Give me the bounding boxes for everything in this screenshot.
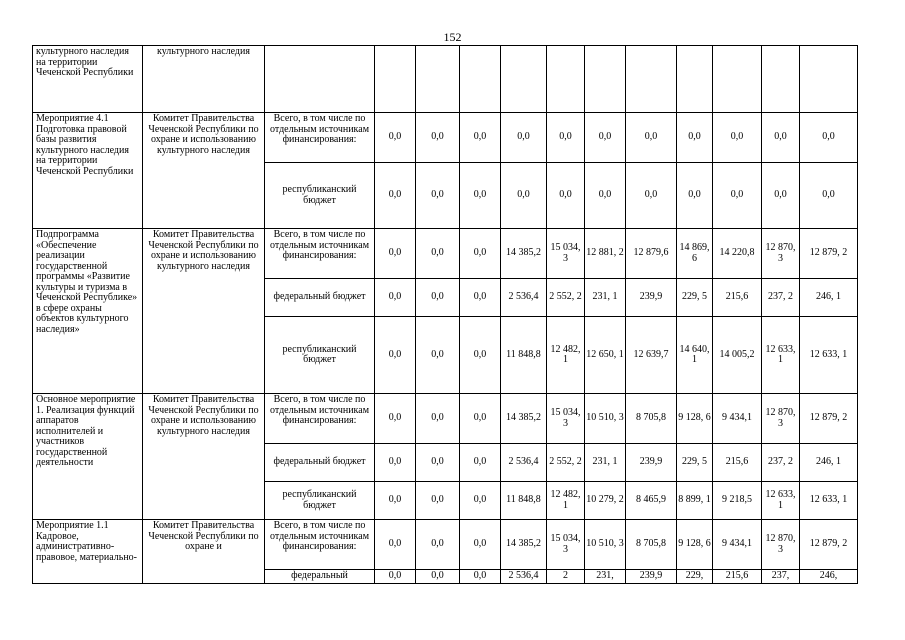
- value-cell: 12 881, 2: [585, 229, 626, 279]
- value-cell: 0,0: [713, 113, 762, 163]
- value-cell: 9 218,5: [713, 482, 762, 520]
- value-cell: 2 552, 2: [547, 279, 585, 317]
- value-cell: 0,0: [375, 163, 416, 229]
- value-cell: 14 869, 6: [677, 229, 713, 279]
- funding-source-cell: федеральный бюджет: [265, 444, 375, 482]
- value-cell: 2 536,4: [501, 444, 547, 482]
- funding-source-cell: Всего, в том числе по отдельным источникам финансирования:: [265, 394, 375, 444]
- value-cell: 0,0: [460, 394, 501, 444]
- value-cell: [626, 46, 677, 113]
- value-cell: [800, 46, 858, 113]
- value-cell: 0,0: [416, 394, 460, 444]
- funding-source-cell: федеральный бюджет: [265, 279, 375, 317]
- executor-cell: Комитет Правительства Чеченской Республики по охране и: [143, 520, 265, 584]
- value-cell: 0,0: [585, 163, 626, 229]
- activity-name-cell: Основное мероприятие 1. Реализация функций аппаратов исполнителей и участников государственной деятельности: [33, 394, 143, 520]
- executor-cell: Комитет Правительства Чеченской Республики по охране и использованию культурного наследия: [143, 113, 265, 229]
- funding-source-cell: Всего, в том числе по отдельным источникам финансирования:: [265, 229, 375, 279]
- value-cell: 12 482, 1: [547, 317, 585, 394]
- value-cell: 0,0: [416, 113, 460, 163]
- table-row: [33, 520, 858, 570]
- value-cell: 0,0: [762, 113, 800, 163]
- value-cell: 14 640, 1: [677, 317, 713, 394]
- value-cell: 10 279, 2: [585, 482, 626, 520]
- value-cell: 215,6: [713, 570, 762, 584]
- value-cell: 246, 1: [800, 279, 858, 317]
- value-cell: 231, 1: [585, 444, 626, 482]
- value-cell: 0,0: [460, 444, 501, 482]
- value-cell: 12 879, 2: [800, 229, 858, 279]
- activity-name-cell: Подпрограмма «Обеспечение реализации государственной программы «Развитие культуры и туризма в Чеченской Республике» в сфере охраны объектов культурного наследия»: [33, 229, 143, 394]
- value-cell: 10 510, 3: [585, 394, 626, 444]
- value-cell: [762, 46, 800, 113]
- value-cell: 229,: [677, 570, 713, 584]
- value-cell: 0,0: [416, 444, 460, 482]
- value-cell: 0,0: [626, 113, 677, 163]
- value-cell: 15 034, 3: [547, 520, 585, 570]
- funding-source-cell: Всего, в том числе по отдельным источникам финансирования:: [265, 113, 375, 163]
- funding-source-cell: республиканский бюджет: [265, 482, 375, 520]
- value-cell: 0,0: [460, 317, 501, 394]
- value-cell: 2 536,4: [501, 279, 547, 317]
- value-cell: 14 385,2: [501, 520, 547, 570]
- value-cell: 246, 1: [800, 444, 858, 482]
- value-cell: 15 034, 3: [547, 394, 585, 444]
- table-row: [33, 229, 858, 279]
- value-cell: [585, 46, 626, 113]
- value-cell: 12 870, 3: [762, 520, 800, 570]
- value-cell: 9 434,1: [713, 520, 762, 570]
- value-cell: 0,0: [460, 520, 501, 570]
- value-cell: 14 385,2: [501, 394, 547, 444]
- value-cell: 0,0: [547, 163, 585, 229]
- value-cell: 0,0: [460, 570, 501, 584]
- value-cell: 15 034, 3: [547, 229, 585, 279]
- value-cell: 0,0: [375, 570, 416, 584]
- value-cell: 9 128, 6: [677, 520, 713, 570]
- table-row: [33, 394, 858, 444]
- value-cell: [677, 46, 713, 113]
- value-cell: 0,0: [585, 113, 626, 163]
- value-cell: 14 005,2: [713, 317, 762, 394]
- table-row: [33, 113, 858, 163]
- value-cell: 0,0: [375, 229, 416, 279]
- funding-source-cell: республиканский бюджет: [265, 163, 375, 229]
- value-cell: 0,0: [800, 113, 858, 163]
- value-cell: 14 385,2: [501, 229, 547, 279]
- value-cell: 8 705,8: [626, 520, 677, 570]
- value-cell: 0,0: [375, 482, 416, 520]
- activity-name-cell: Мероприятие 4.1 Подготовка правовой базы развития культурного наследия на территории Чеченской Республики: [33, 113, 143, 229]
- value-cell: 12 633, 1: [762, 317, 800, 394]
- value-cell: 0,0: [375, 520, 416, 570]
- value-cell: 8 465,9: [626, 482, 677, 520]
- value-cell: 12 879,6: [626, 229, 677, 279]
- activity-name-cell: Мероприятие 1.1 Кадровое, административно-правовое, материально-: [33, 520, 143, 584]
- value-cell: [375, 46, 416, 113]
- value-cell: 10 510, 3: [585, 520, 626, 570]
- value-cell: 231, 1: [585, 279, 626, 317]
- value-cell: 0,0: [375, 394, 416, 444]
- value-cell: 12 633, 1: [800, 317, 858, 394]
- funding-source-cell: федеральный: [265, 570, 375, 584]
- value-cell: 0,0: [416, 317, 460, 394]
- value-cell: 0,0: [375, 279, 416, 317]
- value-cell: 12 870, 3: [762, 229, 800, 279]
- value-cell: 0,0: [416, 163, 460, 229]
- funding-source-cell: республиканский бюджет: [265, 317, 375, 394]
- executor-cell: культурного наследия: [143, 46, 265, 113]
- value-cell: [501, 46, 547, 113]
- value-cell: 237, 2: [762, 279, 800, 317]
- value-cell: 215,6: [713, 279, 762, 317]
- value-cell: 8 705,8: [626, 394, 677, 444]
- activity-name-cell: культурного наследия на территории Чеченской Республики: [33, 46, 143, 113]
- funding-source-cell: Всего, в том числе по отдельным источникам финансирования:: [265, 520, 375, 570]
- value-cell: 12 633, 1: [800, 482, 858, 520]
- value-cell: 0,0: [416, 520, 460, 570]
- executor-cell: Комитет Правительства Чеченской Республики по охране и использованию культурного наследия: [143, 229, 265, 394]
- value-cell: 9 128, 6: [677, 394, 713, 444]
- value-cell: 0,0: [460, 482, 501, 520]
- value-cell: 237, 2: [762, 444, 800, 482]
- value-cell: 11 848,8: [501, 482, 547, 520]
- value-cell: 8 899, 1: [677, 482, 713, 520]
- value-cell: 0,0: [677, 163, 713, 229]
- value-cell: [547, 46, 585, 113]
- value-cell: 237,: [762, 570, 800, 584]
- value-cell: 239,9: [626, 279, 677, 317]
- funding-table: [32, 45, 858, 584]
- value-cell: 14 220,8: [713, 229, 762, 279]
- value-cell: 0,0: [460, 163, 501, 229]
- value-cell: 2 536,4: [501, 570, 547, 584]
- value-cell: 12 650, 1: [585, 317, 626, 394]
- value-cell: 12 879, 2: [800, 520, 858, 570]
- page-number: 152: [443, 30, 462, 44]
- value-cell: 215,6: [713, 444, 762, 482]
- value-cell: 0,0: [416, 229, 460, 279]
- value-cell: 246,: [800, 570, 858, 584]
- value-cell: 2 552, 2: [547, 444, 585, 482]
- value-cell: 12 639,7: [626, 317, 677, 394]
- value-cell: 0,0: [626, 163, 677, 229]
- funding-source-cell: [265, 46, 375, 113]
- value-cell: 231,: [585, 570, 626, 584]
- value-cell: 0,0: [547, 113, 585, 163]
- value-cell: 12 482, 1: [547, 482, 585, 520]
- value-cell: [460, 46, 501, 113]
- value-cell: 239,9: [626, 570, 677, 584]
- value-cell: 239,9: [626, 444, 677, 482]
- value-cell: 0,0: [800, 163, 858, 229]
- value-cell: [713, 46, 762, 113]
- value-cell: 12 633, 1: [762, 482, 800, 520]
- value-cell: 0,0: [416, 570, 460, 584]
- value-cell: 0,0: [416, 482, 460, 520]
- value-cell: 11 848,8: [501, 317, 547, 394]
- value-cell: 2: [547, 570, 585, 584]
- value-cell: 0,0: [460, 113, 501, 163]
- value-cell: 12 879, 2: [800, 394, 858, 444]
- table-row: [33, 46, 858, 113]
- value-cell: 229, 5: [677, 444, 713, 482]
- value-cell: 0,0: [375, 444, 416, 482]
- value-cell: 0,0: [762, 163, 800, 229]
- value-cell: 0,0: [375, 113, 416, 163]
- value-cell: 9 434,1: [713, 394, 762, 444]
- value-cell: 0,0: [713, 163, 762, 229]
- value-cell: 12 870, 3: [762, 394, 800, 444]
- value-cell: 0,0: [375, 317, 416, 394]
- value-cell: 0,0: [460, 229, 501, 279]
- value-cell: [416, 46, 460, 113]
- executor-cell: Комитет Правительства Чеченской Республики по охране и использованию культурного наследия: [143, 394, 265, 520]
- value-cell: 0,0: [501, 163, 547, 229]
- value-cell: 0,0: [677, 113, 713, 163]
- value-cell: 229, 5: [677, 279, 713, 317]
- value-cell: 0,0: [416, 279, 460, 317]
- value-cell: 0,0: [460, 279, 501, 317]
- value-cell: 0,0: [501, 113, 547, 163]
